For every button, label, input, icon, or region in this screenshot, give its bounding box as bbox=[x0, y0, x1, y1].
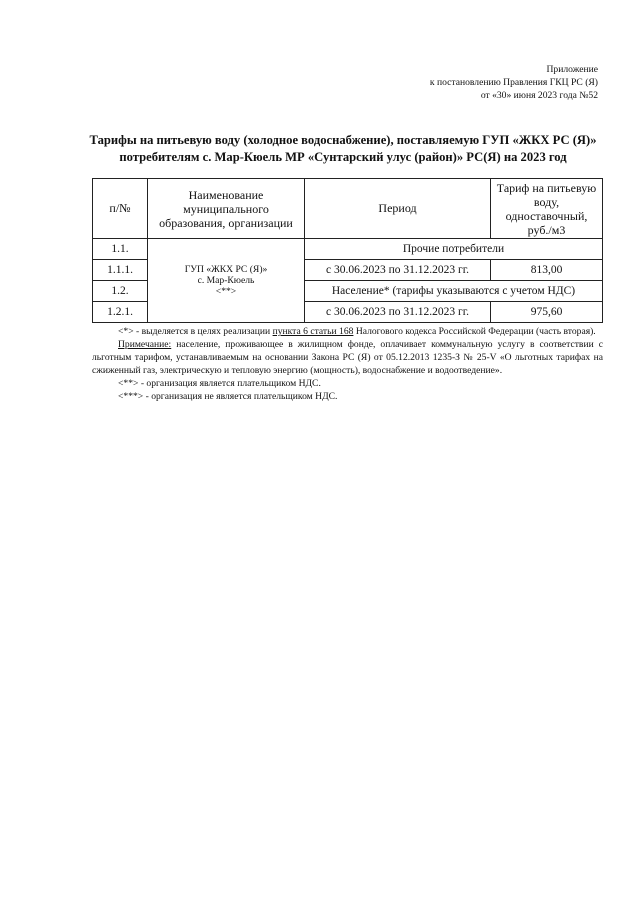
footnote-2: <**> - организация является плательщиком НДС. bbox=[118, 378, 321, 389]
footnote-note bbox=[92, 338, 603, 377]
tariff-value-cell: 813,00 bbox=[491, 260, 603, 281]
row-num: 1.1. bbox=[93, 239, 148, 260]
note-label: Примечание: bbox=[118, 339, 172, 350]
category-cell: Население* (тарифы указываются с учетом НДС) bbox=[305, 281, 603, 302]
tariff-table bbox=[92, 178, 603, 323]
appendix-line-2: к постановлению Правления ГКЦ РС (Я) bbox=[429, 77, 598, 88]
appendix-line-1: Приложение bbox=[546, 64, 598, 75]
appendix-header bbox=[430, 63, 598, 102]
organization-cell bbox=[148, 239, 305, 323]
org-name: ГУП «ЖКХ РС (Я)» bbox=[184, 264, 268, 275]
footnote-1 bbox=[92, 325, 603, 338]
note-text: население, проживающее в жилищном фонде, оплачивает коммунальную услугу в соответствии с льготным тарифом, устанавливаемым на основании Закона РС (Я) от 05.12.2013 1235-З № 25-V «О льготных тарифах на сжиженный газ, электрическую и тепловую энергию (мощность), водоснабжение и водоотведение». bbox=[92, 339, 603, 376]
footnote-3: <***> - организация не является плательщиком НДС. bbox=[118, 391, 338, 402]
org-vat-mark: <**> bbox=[215, 286, 237, 297]
header-name: Наименование муниципального образования, организации bbox=[148, 179, 305, 239]
footnote-1-text-b: Налогового кодекса Российской Федерации (часть вторая). bbox=[353, 326, 596, 337]
period-cell: с 30.06.2023 по 31.12.2023 гг. bbox=[305, 260, 491, 281]
org-locality: с. Мар-Кюель bbox=[197, 275, 255, 286]
footnote-1-text-a: - выделяется в целях реализации bbox=[133, 326, 273, 337]
row-num: 1.1.1. bbox=[93, 260, 148, 281]
header-tariff: Тариф на питьевую воду, одноставочный, руб./м3 bbox=[491, 179, 603, 239]
tariff-value-cell: 975,60 bbox=[491, 302, 603, 323]
footnotes bbox=[92, 325, 603, 403]
tax-code-link[interactable]: пункта 6 статьи 168 bbox=[272, 326, 354, 337]
table-header-row bbox=[93, 179, 603, 239]
footnote-1-marker: <*> bbox=[118, 326, 134, 337]
category-cell: Прочие потребители bbox=[305, 239, 603, 260]
document-title: Тарифы на питьевую воду (холодное водоснабжение), поставляемую ГУП «ЖКХ РС (Я)» потребителям с. Мар-Кюель МР «Сунтарский улус (район)» РС(Я) на 2023 год bbox=[89, 133, 597, 164]
row-num: 1.2.1. bbox=[93, 302, 148, 323]
table-row bbox=[93, 239, 603, 260]
header-num: п/№ bbox=[93, 179, 148, 239]
appendix-line-3: от «30» июня 2023 года №52 bbox=[480, 90, 598, 101]
period-cell: с 30.06.2023 по 31.12.2023 гг. bbox=[305, 302, 491, 323]
header-period: Период bbox=[305, 179, 491, 239]
row-num: 1.2. bbox=[93, 281, 148, 302]
